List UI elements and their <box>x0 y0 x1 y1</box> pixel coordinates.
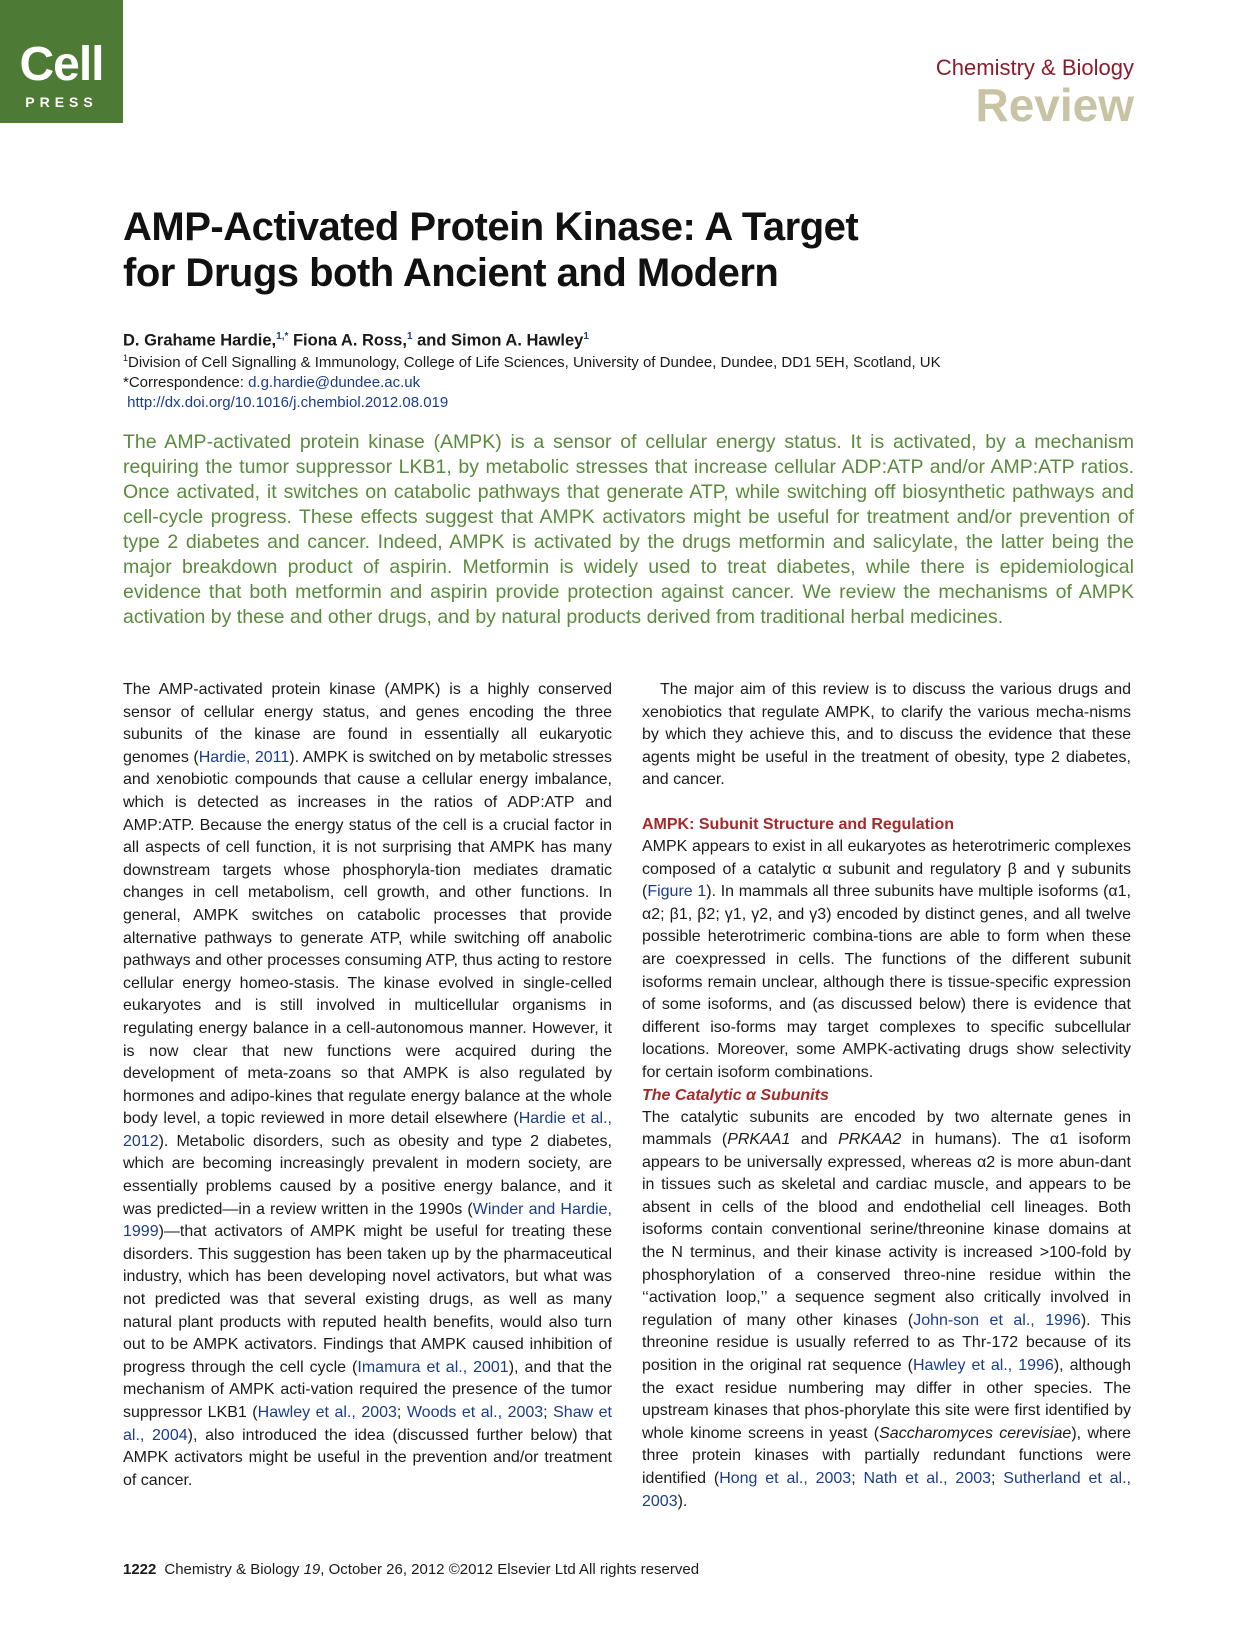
citation-link[interactable]: Woods et al., 2003 <box>406 1404 544 1421</box>
body-paragraph: The major aim of this review is to discuss the various drugs and xenobiotics that regulate AMPK, to clarify the various mecha-nisms by which they achieve this, and to discuss the evidence that these agents might be useful in the treatment of obesity, type 2 diabetes, and cancer. <box>642 681 1131 789</box>
citation-link[interactable]: Sutherland et al., 2003 <box>642 1470 1131 1510</box>
text-run: ). In mammals all three subunits have multiple isoforms (α1, α2; β1, β2; γ1, γ2, and γ3) encoded by distinct genes, and all twelve possible heterotrimeric combina-tions are able to form when these are coexpressed in cells. The functions of the different subunit isoforms remain unclear, although there is tissue-specific expression of some isoforms, and (as discussed below) there is evidence that different iso-forms may target complexes to specific subcellular locations. Moreover, some AMPK-activating drugs show selectivity for certain isoform combinations. <box>642 883 1131 1081</box>
author-name: and Simon A. Hawley <box>412 331 584 350</box>
doi-row <box>123 393 941 413</box>
figure-link[interactable]: Figure 1 <box>647 883 707 901</box>
logo-main-text: Cell <box>19 38 104 91</box>
article-metadata <box>123 348 941 413</box>
text-run: ). Metabolic disorders, such as obesity and type 2 diabetes, which are becoming increasingly prevalent in modern society, are essentially problems caused by a positive energy balance, and it was predicted—in a review written in the 1990s ( <box>123 1132 612 1218</box>
citation-link[interactable]: Winder and Hardie, 1999 <box>123 1200 613 1241</box>
citation-link[interactable]: John-son et al., 1996 <box>913 1311 1081 1329</box>
body-paragraph <box>123 679 612 1492</box>
text-run: The catalytic subunits are encoded by two alternate genes in mammals ( <box>642 1108 1131 1149</box>
text-run: The AMP-activated protein kinase (AMPK) is a highly conserved sensor of cellular energy status, and genes encoding the three subunits of the kinase are found in essentially all eukaryotic genomes ( <box>123 681 612 766</box>
citation-link[interactable]: Hawley et al., 2003 <box>257 1404 397 1421</box>
body-paragraph <box>642 836 1131 1085</box>
citation-link[interactable]: Imamura et al., 2001 <box>357 1358 509 1376</box>
author-affiliation-mark: 1 <box>406 331 413 342</box>
text-run: ). This threonine residue is usually referred to as Thr-172 because of its position in the original rat sequence ( <box>642 1311 1132 1375</box>
text-run: ), and that the mechanism of AMPK acti-vation required the presence of the tumor suppressor LKB1 ( <box>123 1358 613 1421</box>
affiliation-mark: 1 <box>123 353 129 363</box>
body-paragraph <box>642 1107 1131 1514</box>
title-line: AMP-Activated Protein Kinase: A Target <box>123 205 859 249</box>
abstract: The AMP-activated protein kinase (AMPK) is a sensor of cellular energy status. It is activated, by a mechanism requiring the tumor suppressor LKB1, by metabolic stresses that increase cellular ADP:ATP and/or AMP:ATP ratios. Once activated, it switches on catabolic pathways that generate ATP, while switching off biosynthetic pathways and cell-cycle progress. These effects suggest that AMPK activators might be useful for treatment and/or prevention of type 2 diabetes and cancer. Indeed, AMPK is activated by the drugs metformin and salicylate, the latter being the major breakdown product of aspirin. Metformin is widely used to treat diabetes, while there is epidemiological evidence that both metformin and aspirin provide protection against cancer. We review the mechanisms of AMPK activation by these and other drugs, and by natural products derived from traditional herbal medicines. <box>123 431 1134 628</box>
email-link[interactable]: d.g.hardie@dundee.ac.uk <box>248 374 421 391</box>
gene-name: PRKAA2 <box>838 1131 902 1149</box>
author-affiliation-mark: 1 <box>583 331 589 342</box>
title-line: for Drugs both Ancient and Modern <box>123 251 779 295</box>
citation-link[interactable]: Hardie, 2011 <box>198 748 290 766</box>
text-run: AMPK appears to exist in all eukaryotes as heterotrimeric complexes composed of a catalytic α subunit and regulatory β and γ subunits ( <box>642 837 1131 901</box>
journal-name: Chemistry & Biology <box>935 55 1134 80</box>
author-name: D. Grahame Hardie, <box>123 331 277 350</box>
text-run: ). <box>677 1492 688 1510</box>
cell-press-logo <box>0 0 123 123</box>
article-type: Review <box>975 79 1134 131</box>
author-name: Fiona A. Ross, <box>288 331 407 350</box>
logo-sub-text: PRESS <box>25 94 98 110</box>
correspondence-label: *Correspondence: <box>123 374 249 391</box>
affiliation-text: Division of Cell Signalling & Immunology, College of Life Sciences, University of Dundee, Dundee, DD1 5EH, Scotland, UK <box>128 354 941 371</box>
text-run: )—that activators of AMPK might be useful for treating these disorders. This suggestion has been taken up by the pharmaceutical industry, which has been developing novel activators, but what was not predicted was that several existing drugs, as well as many natural plant products with reputed health benefits, would also turn out to be AMPK activators. Findings that AMPK caused inhibition of progress through the cell cycle ( <box>123 1223 612 1376</box>
subsection-heading: The Catalytic α Subunits <box>642 1086 829 1104</box>
citation-link[interactable]: Shaw et al., 2004 <box>123 1404 612 1444</box>
article-title <box>123 204 1023 296</box>
correspondence <box>123 373 941 393</box>
text-run: and <box>790 1131 839 1149</box>
page-number: 1222 <box>123 1561 157 1578</box>
affiliation <box>123 348 941 373</box>
text-run: ). AMPK is switched on by metabolic stresses and xenobiotic compounds that cause a cellular energy imbalance, which is detected as increases in the ratios of ADP:ATP and AMP:ATP. Because the energy status of the cell is a crucial factor in all aspects of cell function, it is not surprising that AMPK has many downstream targets whose phosphoryla-tion mediates dramatic changes in cell metabolism, cell growth, and other functions. In general, AMPK switches on catabolic processes that provide alternative pathways to generate ATP, while switching off anabolic pathways and other processes consuming ATP, thus acting to restore cellular energy homeo-stasis. The kinase evolved in single-celled eukaryotes and is still involved in multicellular organisms in regulating energy balance in a cell-autonomous manner. However, it is now clear that new functions were acquired during the development of meta-zoans so that AMPK is also regulated by hormones and adipo-kines that regulate energy balance at the whole body level, a topic reviewed in more detail elsewhere ( <box>123 748 613 1128</box>
doi-link[interactable]: http://dx.doi.org/10.1016/j.chembiol.2012.08.019 <box>127 394 449 411</box>
species-name: Saccharomyces cerevisiae <box>879 1424 1072 1442</box>
gene-name: PRKAA1 <box>727 1131 791 1149</box>
citation-link[interactable]: Hong et al., 2003 <box>719 1470 852 1487</box>
text-run: ; <box>543 1404 554 1421</box>
footer-journal: Chemistry & Biology <box>164 1561 304 1578</box>
author-affiliation-mark: 1,* <box>276 331 289 342</box>
text-run: ; <box>851 1470 864 1487</box>
body-column-right <box>642 679 1131 1513</box>
text-run: ), where three protein kinases with partially redundant functions were identified ( <box>642 1424 1132 1487</box>
text-run: ; <box>396 1404 407 1421</box>
text-run: ), although the exact residue numbering may differ in other species. The upstream kinases that phos-phorylate this site were first identified by whole kinome screens in yeast ( <box>642 1357 1132 1442</box>
citation-link[interactable]: Nath et al., 2003 <box>863 1470 992 1487</box>
section-heading: AMPK: Subunit Structure and Regulation <box>642 815 954 833</box>
footer-copyright: , October 26, 2012 ©2012 Elsevier Ltd All rights reserved <box>320 1561 700 1578</box>
footer-volume: 19 <box>303 1561 321 1578</box>
body-column-left <box>123 679 612 1492</box>
text-run: in humans). The α1 isoform appears to be universally expressed, whereas α2 is more abun-dant in tissues such as skeletal and cardiac muscle, and appears to be absent in cells of the blood and endothelial cell lineages. Both isoforms contain conventional serine/threonine kinase domains at the N terminus, and their kinase activity is increased >100-fold by phosphorylation of a conserved threo-nine residue within the ‘‘activation loop,’’ a sequence segment also critically involved in regulation of many other kinases ( <box>642 1131 1131 1329</box>
citation-link[interactable]: Hawley et al., 1996 <box>912 1357 1054 1375</box>
text-run: ; <box>991 1470 1004 1487</box>
citation-link[interactable]: Hardie et al., 2012 <box>123 1110 612 1150</box>
text-run: ), also introduced the idea (discussed further below) that AMPK activators might be useful in the prevention and/or treatment of cancer. <box>123 1426 612 1489</box>
page-footer <box>123 1560 699 1580</box>
